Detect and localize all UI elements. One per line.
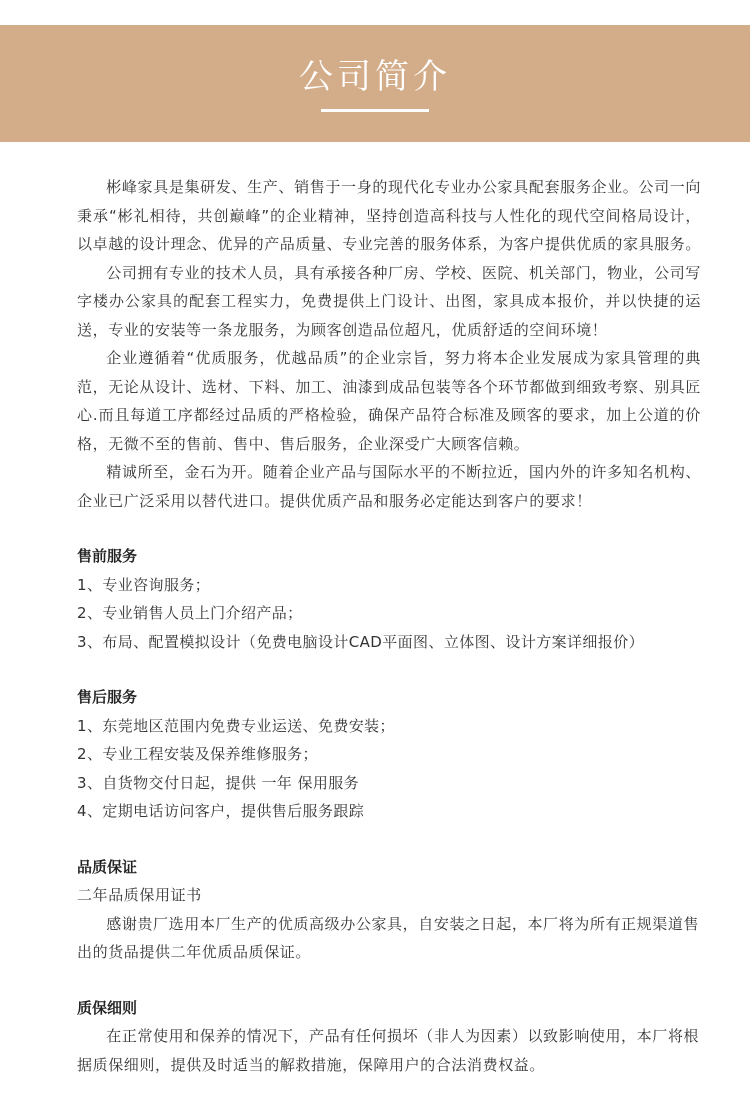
section-title: 品质保证 [77,857,138,876]
page-title: 公司简介 [299,57,451,97]
quality-body: 感谢贵厂选用本厂生产的优质高级办公家具，自安装之日起，本厂将为所有正规渠道售出的货品提供二年优质品质保证。 [77,914,700,961]
intro-section [77,173,701,515]
intro-paragraph: 企业遵循着“优质服务，优越品质”的企业宗旨，努力将本企业发展成为家具管理的典范，无论从设计、选材、下料、加工、油漆到成品包装等各个环节都做到细致考察、别具匠心.而且每道工序都经过品质的严格检验，确保产品符合标准及顾客的要求，加上公道的价格，无微不至的售前、售中、售后服务，企业深受广大顾客信赖。 [77,349,702,453]
main-content [77,173,701,1079]
intro-paragraph: 彬峰家具是集研发、生产、销售于一身的现代化专业办公家具配套服务企业。公司一向秉承“彬礼相待，共创巅峰”的企业精神，坚持创造高科技与人性化的现代空间格局设计，以卓越的设计理念、优异的产品质量、专业完善的服务体系，为客户提供优质的家具服务。 [77,178,702,253]
section-title: 质保细则 [77,998,138,1017]
header-banner [0,25,750,142]
list-item: 2、专业销售人员上门介绍产品； [77,604,303,622]
list-item: 1、专业咨询服务； [77,575,211,594]
list-item: 3、布局、配置模拟设计（免费电脑设计CAD平面图、立体图、设计方案详细报价） [77,632,645,651]
list-item: 3、自货物交付日起，提供 一年 保用服务 [77,773,360,792]
title-underline [321,109,429,112]
warranty-section [77,994,701,1080]
section-title: 售前服务 [77,547,138,565]
aftersale-section [77,683,701,826]
intro-paragraph: 公司拥有专业的技术人员，具有承接各种厂房、学校、医院、机关部门，物业，公司写字楼办公家具的配套工程实力，免费提供上门设计、出图，家具成本报价，并以快捷的运送，专业的安装等一条龙服务，为顾客创造品位超凡，优质舒适的空间环境！ [77,263,701,339]
list-item: 4、定期电话访问客户，提供售后服务跟踪 [77,802,365,820]
presale-list [77,571,701,657]
quality-subtitle: 二年品质保用证书 [77,886,202,904]
aftersale-list [77,712,701,826]
quality-section [77,853,701,967]
intro-paragraph: 精诚所至，金石为开。随着企业产品与国际水平的不断拉近，国内外的许多知名机构、企业已广泛采用以替代进口。提供优质产品和服务必定能达到客户的要求！ [77,463,701,510]
presale-section [77,542,701,656]
list-item: 1、东莞地区范围内免费专业运送、免费安装； [77,716,395,735]
warranty-body: 在正常使用和保养的情况下，产品有任何损坏（非人为因素）以致影响使用，本厂将根据质保细则，提供及时适当的解救措施，保障用户的合法消费权益。 [77,1027,700,1074]
section-title: 售后服务 [77,688,138,706]
list-item: 2、专业工程安装及保养维修服务； [77,745,318,763]
